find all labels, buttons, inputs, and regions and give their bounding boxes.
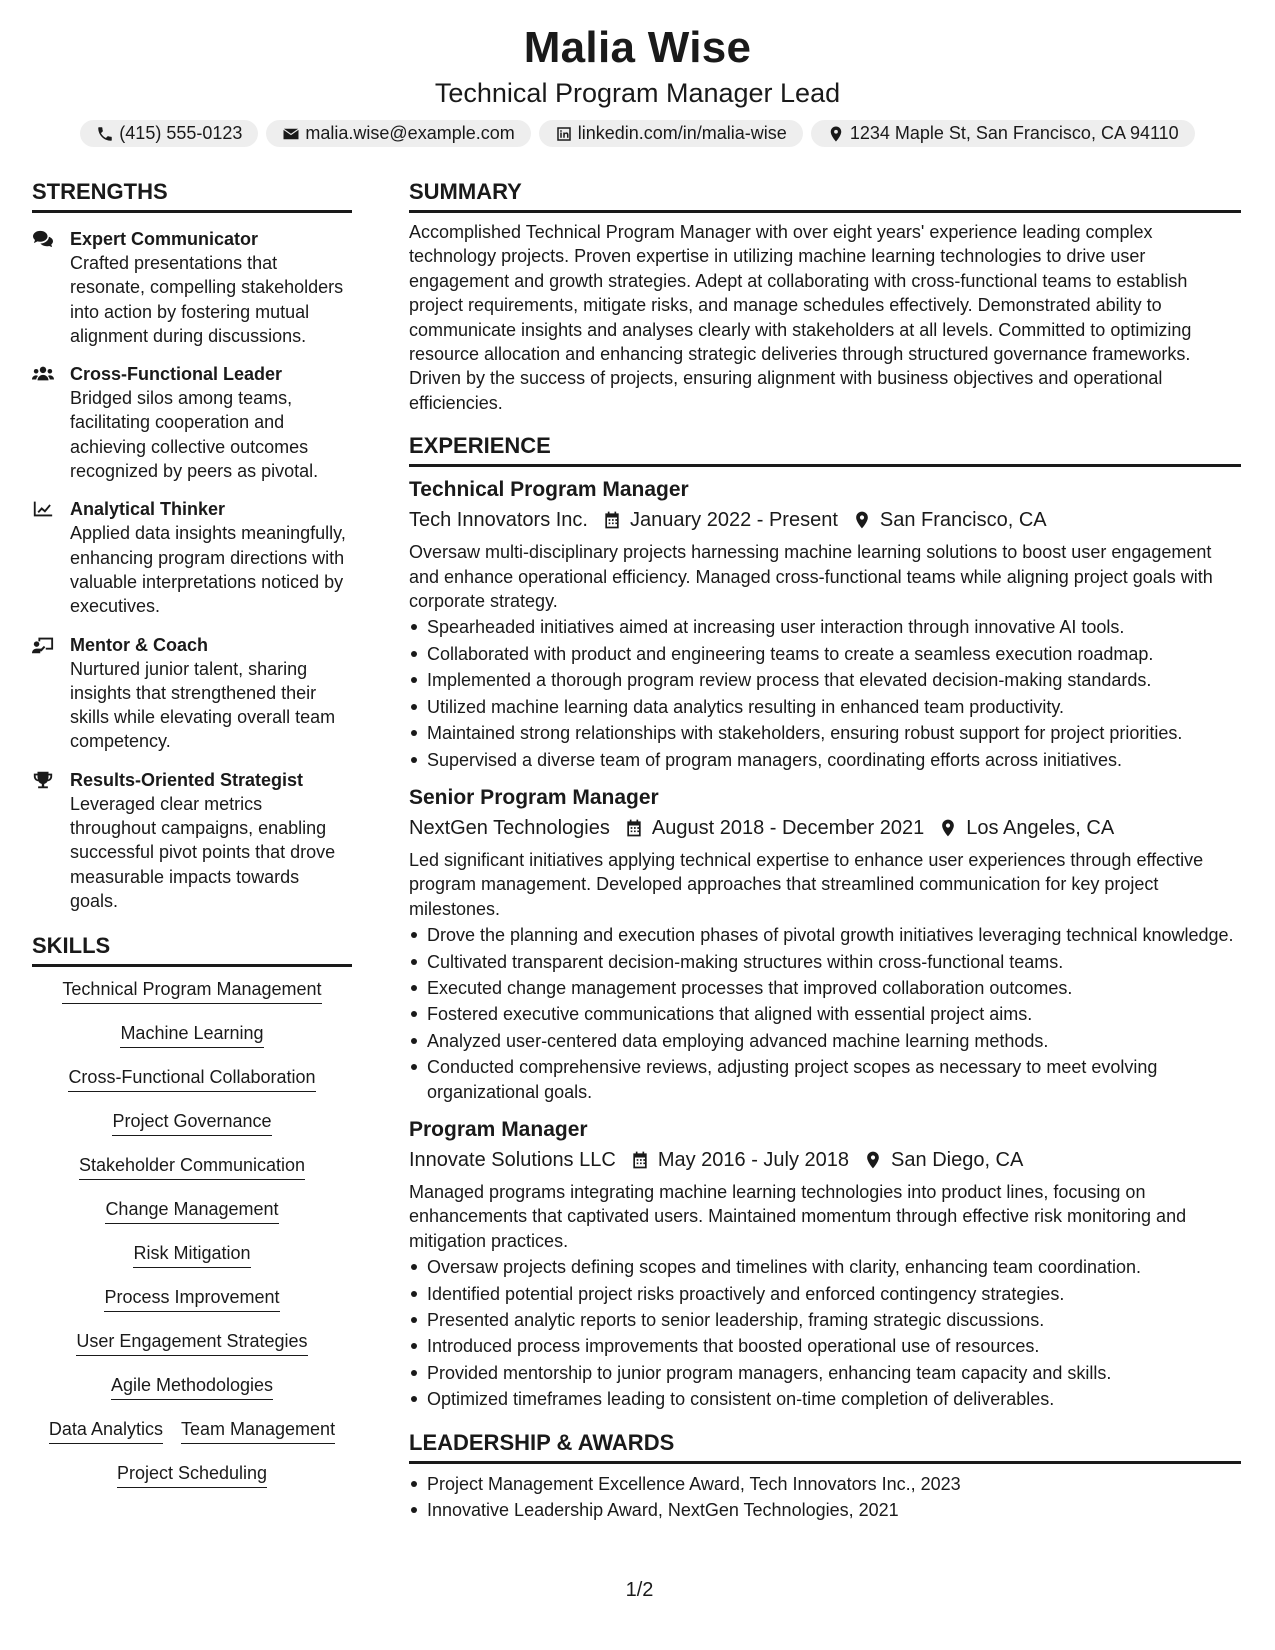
skill-tag: Data Analytics — [49, 1417, 163, 1444]
strength-desc: Nurtured junior talent, sharing insights that strengthened their skills while elevating overall team competency. — [70, 658, 336, 752]
skill-tag: Machine Learning — [120, 1021, 263, 1048]
job-dates: May 2016 - July 2018 — [657, 1148, 850, 1171]
candidate-name: Malia Wise — [523, 23, 752, 72]
strength-name: Cross-Functional Leader — [70, 364, 283, 385]
job-dates: August 2018 - December 2021 — [651, 816, 925, 839]
list-item: Analyzed user-centered data employing advanced machine learning methods. — [409, 1029, 1241, 1053]
strength-item — [32, 633, 352, 754]
calendar-icon — [624, 818, 644, 838]
location-pin-icon — [863, 1150, 883, 1170]
envelope-icon — [282, 125, 300, 143]
strength-name: Mentor & Coach — [70, 634, 209, 655]
right-column — [409, 177, 1241, 1522]
skill-tag: Project Governance — [112, 1109, 271, 1136]
strength-item — [32, 227, 352, 348]
chalkboard-teacher-icon — [32, 635, 54, 655]
comments-icon — [32, 229, 54, 249]
strength-desc: Applied data insights meaningfully, enhancing program directions with valuable interpretations noticed by executives. — [70, 523, 346, 617]
strength-name: Expert Communicator — [70, 229, 259, 249]
job-entry — [409, 784, 1241, 1104]
list-item: Oversaw projects defining scopes and timelines with clarity, enhancing team coordination. — [409, 1255, 1241, 1279]
list-item: Project Management Excellence Award, Tech Innovators Inc., 2023 — [409, 1472, 1241, 1496]
job-bullets — [409, 1255, 1241, 1411]
skills-heading: SKILLS — [32, 931, 352, 967]
list-item: Utilized machine learning data analytics resulting in enhanced team productivity. — [409, 695, 1241, 719]
trophy-icon — [32, 770, 54, 790]
awards-list — [409, 1472, 1241, 1523]
job-entry — [409, 476, 1241, 772]
job-bullets — [409, 923, 1241, 1104]
job-location: San Francisco, CA — [879, 509, 1047, 532]
job-company: Tech Innovators Inc. — [409, 509, 588, 532]
contact-phone[interactable] — [80, 120, 258, 147]
skill-tag: Process Improvement — [104, 1285, 279, 1312]
job-meta — [409, 1146, 1241, 1174]
awards-heading: LEADERSHIP & AWARDS — [409, 1428, 1241, 1464]
contact-address — [811, 120, 1195, 147]
job-description: Managed programs integrating machine learning technologies into product lines, focusing on enhancements that captivated users. Maintained momentum through effective risk monitoring and mitigation practices. — [409, 1181, 1187, 1251]
list-item: Cultivated transparent decision-making structures within cross-functional teams. — [409, 950, 1241, 974]
list-item: Innovative Leadership Award, NextGen Technologies, 2021 — [409, 1498, 1241, 1522]
list-item: Collaborated with product and engineering teams to create a seamless execution roadmap. — [409, 642, 1241, 666]
skill-tag: Agile Methodologies — [111, 1373, 273, 1400]
list-item: Maintained strong relationships with stakeholders, ensuring robust support for project priorities. — [409, 721, 1241, 745]
list-item: Optimized timeframes leading to consistent on-time completion of deliverables. — [409, 1387, 1241, 1411]
candidate-title: Technical Program Manager Lead — [434, 78, 841, 108]
contact-linkedin-text: linkedin.com/in/malia-wise — [577, 123, 787, 143]
job-meta — [409, 506, 1241, 534]
phone-icon — [96, 125, 114, 143]
strength-item — [32, 768, 352, 913]
page-number: 1/2 — [625, 1579, 654, 1601]
skill-tag: Team Management — [181, 1417, 335, 1444]
contact-address-text: 1234 Maple St, San Francisco, CA 94110 — [849, 123, 1179, 143]
calendar-icon — [630, 1150, 650, 1170]
skill-tag: Risk Mitigation — [133, 1241, 250, 1268]
strength-item — [32, 497, 352, 618]
list-item: Fostered executive communications that aligned with essential project aims. — [409, 1002, 1241, 1026]
left-column — [32, 177, 352, 1505]
skills-list — [32, 977, 352, 1505]
skill-tag: Cross-Functional Collaboration — [68, 1065, 315, 1092]
contact-email[interactable] — [266, 120, 530, 147]
job-company: NextGen Technologies — [409, 816, 610, 839]
location-pin-icon — [852, 510, 872, 530]
list-item: Introduced process improvements that boosted operational use of resources. — [409, 1334, 1241, 1358]
job-description: Led significant initiatives applying technical expertise to enhance user experiences through effective program management. Developed approaches that streamlined communication for key project milestones. — [409, 849, 1204, 919]
strength-name: Analytical Thinker — [70, 499, 226, 520]
contact-email-text: malia.wise@example.com — [305, 123, 515, 143]
strength-desc: Bridged silos among teams, facilitating cooperation and achieving collective outcomes recognized by peers as pivotal. — [70, 388, 319, 482]
job-meta — [409, 814, 1241, 842]
strength-desc: Crafted presentations that resonate, compelling stakeholders into action by fostering mutual alignment during discussions. — [70, 253, 344, 346]
skill-tag: Change Management — [105, 1197, 278, 1224]
job-title: Program Manager — [409, 1117, 588, 1141]
job-bullets — [409, 615, 1241, 771]
skill-tag: Project Scheduling — [117, 1461, 267, 1488]
list-item: Spearheaded initiatives aimed at increasing user interaction through innovative AI tools. — [409, 615, 1241, 639]
users-icon — [32, 364, 54, 384]
resume-header — [0, 0, 1275, 147]
list-item: Provided mentorship to junior program managers, enhancing team capacity and skills. — [409, 1361, 1241, 1385]
job-company: Innovate Solutions LLC — [409, 1148, 616, 1171]
job-entry — [409, 1116, 1241, 1412]
experience-heading: EXPERIENCE — [409, 431, 1241, 467]
contact-linkedin[interactable] — [539, 120, 803, 147]
calendar-icon — [602, 510, 622, 530]
strengths-heading: STRENGTHS — [32, 177, 352, 213]
job-title: Technical Program Manager — [409, 478, 689, 502]
job-location: Los Angeles, CA — [966, 816, 1115, 839]
summary-heading: SUMMARY — [409, 177, 1241, 213]
list-item: Supervised a diverse team of program managers, coordinating efforts across initiatives. — [409, 748, 1241, 772]
list-item: Conducted comprehensive reviews, adjusting project scopes as necessary to meet evolving organizational goals. — [409, 1055, 1241, 1104]
job-title: Senior Program Manager — [409, 785, 659, 809]
job-dates: January 2022 - Present — [629, 509, 838, 532]
list-item: Executed change management processes that improved collaboration outcomes. — [409, 976, 1241, 1000]
job-location: San Diego, CA — [891, 1148, 1024, 1171]
list-item: Identified potential project risks proactively and enforced contingency strategies. — [409, 1282, 1241, 1306]
list-item: Drove the planning and execution phases of pivotal growth initiatives leveraging technical knowledge. — [409, 923, 1241, 947]
linkedin-icon — [555, 125, 573, 143]
summary-text: Accomplished Technical Program Manager with over eight years' experience leading complex technology projects. Proven expertise in utilizing machine learning technologies to drive user engagement and growth strategies. Adept at collaborating with cross-functional teams to establish project requirements, mitigate risks, and manage schedules effectively. Demonstrated ability to communicate insights and analyses clearly with stakeholders at all levels. Committed to optimizing resource allocation and enhancing strategic deliveries through structured governance frameworks. Driven by the success of projects, ensuring alignment with business objectives and operational efficiencies. — [409, 222, 1192, 413]
contact-phone-text: (415) 555-0123 — [119, 123, 243, 143]
skill-tag: Stakeholder Communication — [79, 1153, 305, 1180]
skill-tag: User Engagement Strategies — [76, 1329, 307, 1356]
location-pin-icon — [827, 125, 845, 143]
job-description: Oversaw multi-disciplinary projects harnessing machine learning solutions to boost user engagement and enhance operational efficiency. Managed cross-functional teams while aligning project goals with corporate strategy. — [409, 542, 1213, 612]
list-item: Implemented a thorough program review process that elevated decision-making standards. — [409, 668, 1241, 692]
strength-item — [32, 362, 352, 483]
list-item: Presented analytic reports to senior leadership, framing strategic discussions. — [409, 1308, 1241, 1332]
skill-tag: Technical Program Management — [62, 977, 321, 1004]
strength-name: Results-Oriented Strategist — [70, 769, 304, 790]
strength-desc: Leveraged clear metrics throughout campaigns, enabling successful pivot points that drove measurable impacts towards goals. — [70, 793, 336, 911]
chart-line-icon — [32, 499, 54, 519]
location-pin-icon — [938, 818, 958, 838]
contact-bar — [0, 120, 1275, 147]
